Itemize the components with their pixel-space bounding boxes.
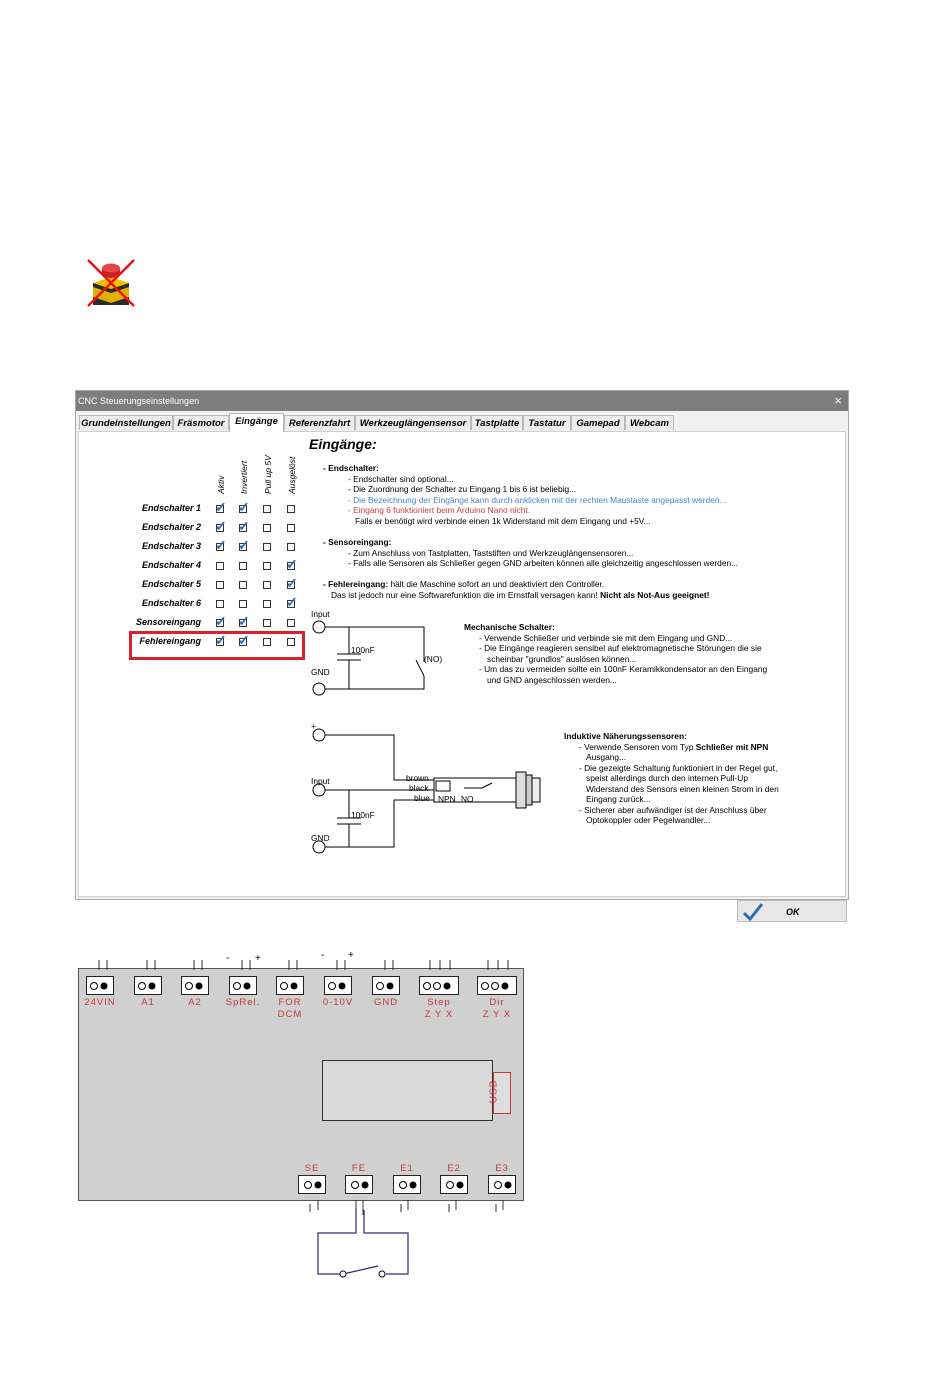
tab-tastatur[interactable]: Tastatur [523, 415, 571, 430]
col-invertiert: Invertiert [239, 460, 249, 494]
fehlereingang-l2 [331, 590, 709, 600]
checkbox-pull-up-5v[interactable] [263, 543, 271, 551]
terminal-label: FOR [278, 997, 302, 1008]
check-icon: ✓ [238, 613, 250, 629]
terminal-label: SpRel. [225, 997, 261, 1008]
checkbox-ausgelöst[interactable] [287, 505, 295, 513]
tab-referenzfahrt[interactable]: Referenzfahrt [284, 415, 355, 430]
row-label[interactable]: Fehlereingang [139, 636, 201, 646]
terminal-label: E3 [495, 1163, 509, 1174]
tab-gamepad[interactable]: Gamepad [571, 415, 625, 430]
row-label[interactable]: Endschalter 4 [141, 560, 201, 570]
dialog-title: CNC Steuerungseinstellungen [78, 396, 200, 406]
terminal-sublabel: Z Y X [482, 1009, 512, 1020]
mech-l3: scheinbar "grundlos" auslösen können... [487, 654, 637, 664]
terminal-e1 [393, 1175, 421, 1194]
tab-tastplatte[interactable]: Tastplatte [471, 415, 523, 430]
row-label[interactable]: Endschalter 1 [141, 503, 201, 513]
check-icon: ✓ [286, 575, 298, 591]
ok-button[interactable] [737, 900, 847, 922]
tab-grundeinstellungen[interactable]: Grundeinstellungen [79, 415, 173, 430]
terminal-a2 [181, 976, 209, 995]
terminal-label: GND [373, 997, 399, 1008]
mech-title: Mechanische Schalter: [464, 622, 555, 632]
checkbox-invertiert[interactable] [239, 600, 247, 608]
terminal-label: FE [351, 1163, 367, 1174]
sensoreingang-l2: - Falls alle Sensoren als Schließer gegen GND arbeiten können alle gleichzeitig angeschlossen werden... [348, 558, 739, 568]
col-aktiv: Aktiv [216, 475, 226, 494]
tab-bar [76, 413, 848, 431]
c2-plus: + [311, 721, 316, 731]
mech-l1: - Verwende Schließer und verbinde sie mit dem Eingang und GND... [479, 633, 733, 643]
terminal-label: E1 [400, 1163, 414, 1174]
ind-l1 [579, 742, 768, 752]
terminal-a1 [134, 976, 162, 995]
checkbox-pull-up-5v[interactable] [263, 524, 271, 532]
check-icon: ✓ [238, 499, 250, 515]
check-icon: ✓ [238, 518, 250, 534]
check-icon: ✓ [238, 632, 250, 648]
terminal-sprel [229, 976, 257, 995]
terminal-label: 24VIN [84, 997, 116, 1008]
endschalter-l5: Falls er benötigt wird verbinde einen 1k Widerstand mit dem Eingang und +5V... [355, 516, 651, 526]
terminal-24vin [86, 976, 114, 995]
terminal-sublabel: DCM [277, 1009, 303, 1020]
checkbox-pull-up-5v[interactable] [263, 505, 271, 513]
terminal-step [419, 976, 459, 995]
terminal-label: Step [427, 997, 451, 1008]
ind-l3: - Die gezeigte Schaltung funktioniert in der Regel gut, [579, 763, 778, 773]
terminal-e2 [440, 1175, 468, 1194]
c1-no: (NO) [424, 654, 443, 664]
ind-l6: Eingang zurück... [586, 794, 651, 804]
endschalter-title: - Endschalter: [323, 463, 379, 473]
usb-label: USB [488, 1079, 500, 1104]
fehlereingang-warning: Nicht als Not-Aus geeignet! [600, 590, 710, 600]
usb-port [488, 1072, 511, 1114]
spr-minus: - [226, 953, 230, 964]
terminal-label: Dir [489, 997, 505, 1008]
checkbox-invertiert[interactable] [239, 562, 247, 570]
terminal-label: A2 [188, 997, 202, 1008]
c2-brown: brown [406, 773, 429, 783]
settings-dialog [75, 390, 849, 900]
row-label[interactable]: Endschalter 5 [141, 579, 201, 589]
terminal-gnd [372, 976, 400, 995]
ind-l2: Ausgang... [586, 752, 627, 762]
check-icon: ✓ [286, 556, 298, 572]
tab-werkzeuglaengensensor[interactable]: Werkzeuglängensensor [355, 415, 471, 430]
emergency-stop-crossed-icon [85, 257, 137, 309]
row-label[interactable]: Endschalter 2 [141, 522, 201, 532]
sensoreingang-l1: - Zum Anschluss von Tastplatten, Taststiften und Werkzeuglängensensoren... [348, 548, 634, 558]
terminal-sublabel: Z Y X [424, 1009, 454, 1020]
mech-l4: - Um das zu vermeiden sollte ein 100nF Keramikkondensator an den Eingang [479, 664, 768, 674]
fehlereingang-l1 [323, 579, 604, 589]
inductive-sensor-circuit [304, 720, 554, 860]
check-icon: ✓ [215, 613, 227, 629]
c2-cap: 100nF [351, 810, 375, 820]
c2-no: NO [461, 794, 474, 804]
checkbox-invertiert[interactable] [239, 581, 247, 589]
terminal-label: A1 [141, 997, 155, 1008]
mech-l5: und GND angeschlossen werden... [487, 675, 617, 685]
endschalter-l4: - Eingang 6 funktioniert beim Arduino Nano nicht. [348, 505, 531, 515]
checkbox-aktiv[interactable] [216, 562, 224, 570]
check-icon: ✓ [215, 518, 227, 534]
controller-board [78, 968, 524, 1201]
col-pullup: Pull up 5V [263, 455, 273, 494]
c1-gnd: GND [311, 667, 330, 677]
ind-title: Induktive Näherungssensoren: [564, 731, 687, 741]
check-icon: ✓ [215, 537, 227, 553]
check-icon: ✓ [286, 594, 298, 610]
fehlereingang-text1: hält die Maschine sofort an und deaktiviert den Controller. [390, 579, 605, 589]
endschalter-l3: - Die Bezeichnung der Eingänge kann durch anklicken mit der rechten Maustaste angepasst werden... [348, 495, 727, 505]
c1-cap: 100nF [351, 645, 375, 655]
c1-input: Input [311, 609, 330, 619]
c2-black: black [409, 783, 429, 793]
ind-l1b: Schließer mit NPN [695, 742, 769, 752]
terminal-label: E2 [447, 1163, 461, 1174]
checkbox-pull-up-5v[interactable] [263, 619, 271, 627]
top-connector-pins [78, 950, 524, 970]
checkbox-ausgelöst[interactable] [287, 543, 295, 551]
check-icon: ✓ [215, 499, 227, 515]
v010-plus: + [348, 950, 354, 961]
check-icon: ✓ [238, 537, 250, 553]
checkbox-ausgelöst[interactable] [287, 524, 295, 532]
check-icon: ✓ [215, 632, 227, 648]
ind-l5: Widerstand des Sensors einen kleinen Strom in den [586, 784, 779, 794]
dialog-titlebar[interactable] [76, 391, 848, 411]
mech-l2: - Die Eingänge reagieren sensibel auf elektromagnetische Störungen die sie [479, 643, 762, 653]
terminal-e3 [488, 1175, 516, 1194]
arduino-module [322, 1060, 493, 1121]
fehlereingang-text2: Das ist jedoch nur eine Softwarefunktion die im Ernstfall versagen kann! [331, 590, 598, 600]
panel-heading: Eingänge: [309, 436, 377, 452]
c2-blue: blue [414, 793, 430, 803]
row-label[interactable]: Endschalter 3 [141, 541, 201, 551]
checkbox-aktiv[interactable] [216, 600, 224, 608]
terminal-dir [477, 976, 517, 995]
c2-input: Input [311, 776, 330, 786]
checkbox-pull-up-5v[interactable] [263, 600, 271, 608]
checkmark-icon [742, 902, 764, 922]
spr-plus: + [255, 953, 261, 964]
tab-webcam[interactable]: Webcam [625, 415, 674, 430]
ind-l8: Optokoppler oder Pegelwandler... [586, 815, 711, 825]
checkbox-aktiv[interactable] [216, 581, 224, 589]
endschalter-l2: - Die Zuordnung der Schalter zu Eingang 1 bis 6 ist beliebig... [348, 484, 577, 494]
terminal-for [276, 976, 304, 995]
terminal-se [298, 1175, 326, 1194]
row-label[interactable]: Sensoreingang [135, 617, 201, 627]
c2-npn: NPN [438, 794, 456, 804]
ind-l7: - Sicherer aber aufwändiger ist der Anschluss über [579, 805, 767, 815]
tab-fraesmotor[interactable]: Fräsmotor [173, 415, 229, 430]
ind-l4: speist allerdings durch den internen Pull-Up [586, 773, 749, 783]
fe-switch-wiring [78, 1200, 524, 1280]
fehlereingang-title: - Fehlereingang: [323, 579, 389, 589]
v010-minus: - [321, 950, 325, 961]
inputs-panel [78, 431, 846, 897]
terminal-010v [324, 976, 352, 995]
ind-l1a: - Verwende Sensoren vom Typ [579, 742, 694, 752]
row-label[interactable]: Endschalter 6 [141, 598, 201, 608]
terminal-label: 0-10V [322, 997, 354, 1008]
c2-gnd: GND [311, 833, 330, 843]
sensoreingang-title: - Sensoreingang: [323, 537, 392, 547]
close-button[interactable]: × [834, 393, 842, 408]
terminal-label: SE [304, 1163, 320, 1174]
endschalter-l1: - Endschalter sind optional... [348, 474, 454, 484]
checkbox-ausgelöst[interactable] [287, 619, 295, 627]
terminal-fe [345, 1175, 373, 1194]
tab-eingaenge[interactable]: Eingänge [229, 413, 284, 432]
checkbox-pull-up-5v[interactable] [263, 581, 271, 589]
fehlereingang-highlight [129, 631, 305, 660]
col-ausgeloest: Ausgelöst [287, 456, 297, 494]
checkbox-pull-up-5v[interactable] [263, 562, 271, 570]
ok-label: OK [786, 907, 800, 917]
